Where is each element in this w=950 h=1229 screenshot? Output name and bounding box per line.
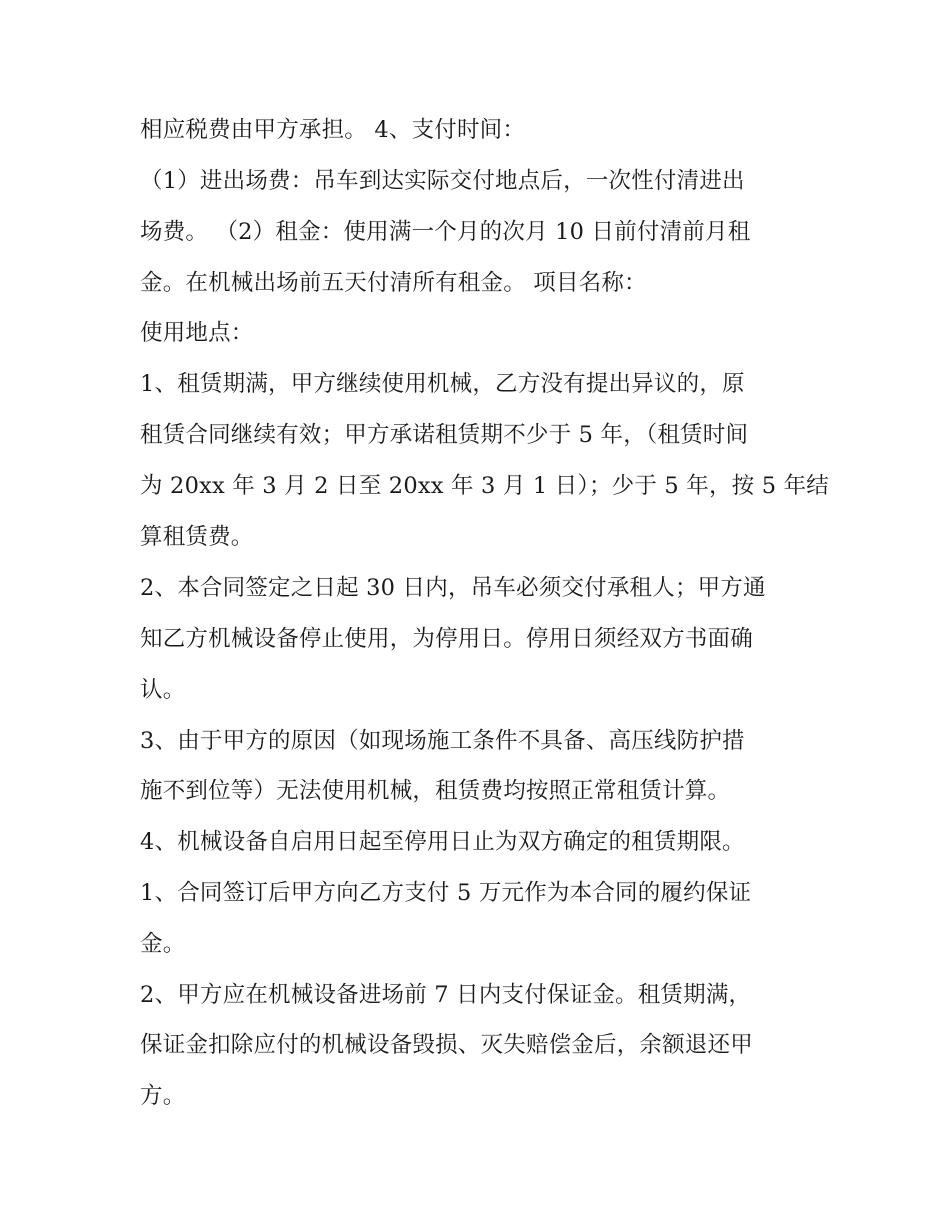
text-line: 认。 — [140, 677, 186, 703]
text-line: 金。在机械出场前五天付清所有租金。 项目名称： — [140, 270, 647, 296]
text-line: 为 20xx 年 3 月 2 日至 20xx 年 3 月 1 日）；少于 5 年，按 5 年结 — [140, 473, 829, 499]
text-line: （1）进出场费：吊车到达实际交付地点后，一次性付清进出 — [140, 168, 745, 194]
text-line: 2、本合同签定之日起 30 日内，吊车必须交付承租人；甲方通 — [140, 575, 766, 601]
text-line: 使用地点： — [140, 320, 254, 346]
text-line: 金。 — [140, 931, 186, 957]
text-line: 保证金扣除应付的机械设备毁损、灭失赔偿金后，余额退还甲 — [140, 1032, 753, 1058]
text-line: 算租赁费。 — [140, 524, 254, 550]
text-line: 知乙方机械设备停止使用，为停用日。停用日须经双方书面确 — [140, 626, 753, 652]
text-line: 4、机械设备自启用日起至停用日止为双方确定的租赁期限。 — [140, 829, 745, 855]
text-line: 2、甲方应在机械设备进场前 7 日内支付保证金。租赁期满， — [140, 982, 752, 1008]
text-line: 3、由于甲方的原因（如现场施工条件不具备、高压线防护措 — [140, 728, 745, 754]
text-line: 方。 — [140, 1083, 186, 1109]
text-line: 租赁合同继续有效；甲方承诺租赁期不少于 5 年，（租赁时间 — [140, 422, 749, 448]
text-line: 1、租赁期满，甲方继续使用机械，乙方没有提出异议的，原 — [140, 371, 745, 397]
text-line: 1、合同签订后甲方向乙方支付 5 万元作为本合同的履约保证 — [140, 880, 752, 906]
text-line: 施不到位等）无法使用机械，租赁费均按照正常租赁计算。 — [140, 778, 731, 804]
text-line: 场费。 （2）租金：使用满一个月的次月 10 日前付清前月租 — [140, 219, 751, 245]
text-line: 相应税费由甲方承担。 4、支付时间： — [140, 117, 526, 143]
